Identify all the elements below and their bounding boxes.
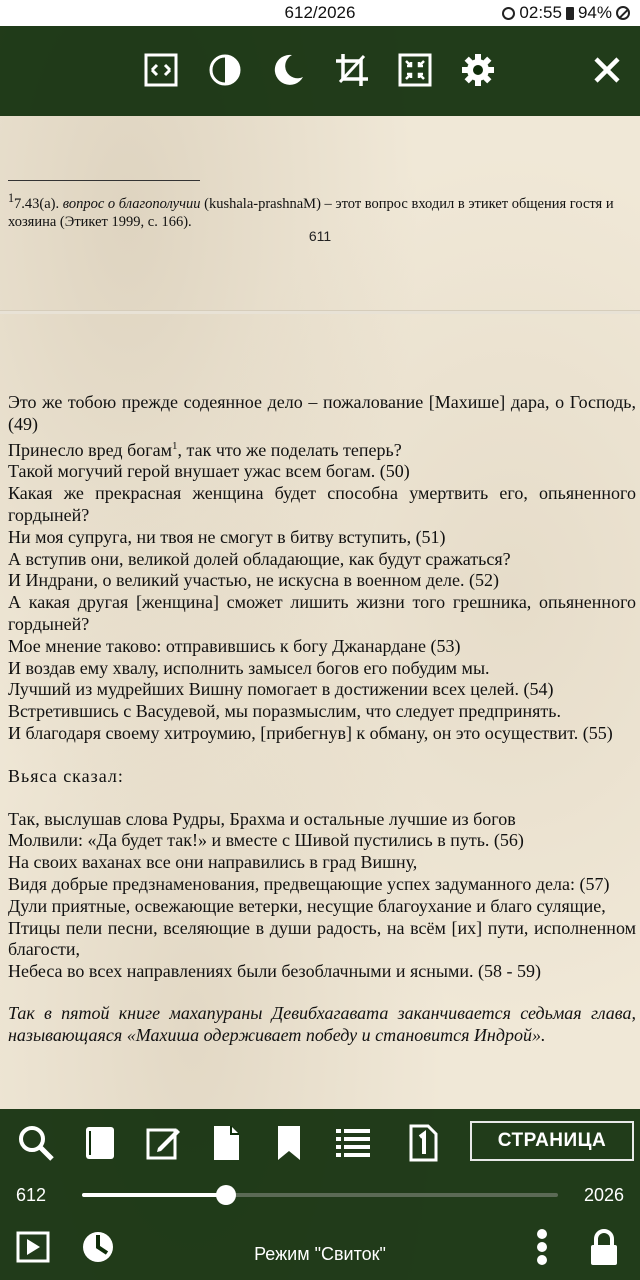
verse-line: И Индрани, о великий участью, не искусна в военном деле. (52) [8, 570, 499, 591]
footnote-sup: 1 [8, 191, 15, 205]
mode-label[interactable]: Режим "Свиток" [254, 1244, 386, 1264]
verse-line: Дули приятные, освежающие ветерки, несущие благоухание и благо сулящие, [8, 895, 606, 916]
total-pages: 2026 [584, 1185, 625, 1205]
verse-line: Это же тобою прежде содеянное дело – пожалование [Махише] дара, о Господь, (49) [8, 392, 636, 434]
search-icon[interactable] [16, 1123, 56, 1163]
bottom-panel [0, 1109, 640, 1280]
footnote-italic: вопрос о благополучии [62, 195, 201, 212]
verse-line: Мое мнение таково: отправившись к богу Джанардане (53) [8, 635, 461, 656]
verse-line: На своих ваханах все они направились в град Вишну, [8, 852, 418, 873]
verse-line: Небеса во всех направлениях были безоблачными и ясными. (58 - 59) [8, 961, 541, 982]
page-icon[interactable] [206, 1123, 246, 1163]
slider-thumb[interactable] [216, 1185, 236, 1205]
clock: 02:55 [519, 3, 562, 22]
do-not-disturb-icon [616, 6, 630, 20]
chapter-closing: Так в пятой книге махапураны Девибхагавата заканчивается седьмая глава, называющаяся «Махиша одерживает победу и становится Индрой». [8, 1002, 636, 1045]
page-number: 611 [308, 228, 332, 244]
night-mode-icon[interactable] [270, 52, 306, 88]
fit-width-icon[interactable] [143, 52, 179, 88]
table-of-contents-icon[interactable] [333, 1123, 373, 1163]
verse-part: , так что же поделать теперь? [177, 439, 402, 460]
footnote-rest: (kushala-prashnaM) – этот вопрос входил в этикет общения гостя и хозяина (Этикет 1999, с. 166). [8, 195, 614, 230]
verse-part: Принесло вред богам [8, 439, 173, 460]
close-icon[interactable] [589, 52, 625, 88]
speaker-line: Вьяса сказал: [8, 765, 124, 786]
page-separator [0, 310, 640, 314]
contrast-icon[interactable] [207, 52, 243, 88]
main-text [8, 392, 636, 1047]
blank-line [8, 745, 636, 766]
verse-line: Птицы пели песни, вселяющие в души радость, на всём [их] пути, исполненном благости, [8, 917, 636, 960]
edit-note-icon[interactable] [143, 1123, 183, 1163]
book-page[interactable] [0, 26, 640, 1280]
battery-level: 94% [577, 3, 612, 22]
footnote [8, 189, 636, 231]
settings-icon[interactable] [460, 52, 496, 88]
footnote-ref: 7.43(а). [14, 195, 60, 212]
verse-line: Видя добрые предзнаменования, предвещающие успех задуманного дела: (57) [8, 873, 610, 894]
verse-line [8, 436, 636, 462]
slider-fill [82, 1193, 226, 1197]
bookmark-icon[interactable] [269, 1123, 309, 1163]
page-button[interactable]: СТРАНИЦА [470, 1121, 634, 1161]
verse-line: Лучший из мудрейших Вишну помогает в достижении всех целей. (54) [8, 679, 554, 700]
page-counter: 612/2026 [284, 3, 356, 22]
blank-line [8, 983, 636, 1003]
blank-line [8, 788, 636, 809]
battery-icon [566, 7, 574, 20]
verse-line: А какая другая [женщина] сможет лишить жизни того грешника, опьяненного гордыней? [8, 592, 636, 634]
top-toolbar [0, 26, 640, 116]
verse-line: И воздав ему хвалу, исполнить замысел богов его побудим мы. [8, 657, 490, 678]
verse-line: Встретившись с Васудевой, мы поразмыслим, что следует предпринять. [8, 701, 561, 722]
footnote-divider [8, 180, 200, 181]
status-right [502, 3, 630, 23]
verse-line: Ни моя супруга, ни твоя не смогут в битву вступить, (51) [8, 526, 446, 547]
more-options-icon[interactable] [524, 1227, 560, 1267]
crop-icon[interactable] [334, 52, 370, 88]
verse-line: Так, выслушав слова Рудры, Брахма и остальные лучшие из богов [8, 808, 516, 829]
current-page: 612 [16, 1185, 47, 1205]
verse-line: А вступив они, великой долей обладающие, как будут сражаться? [8, 548, 511, 569]
fullscreen-exit-icon[interactable] [397, 52, 433, 88]
page-slider[interactable] [82, 1193, 558, 1197]
book-icon[interactable] [80, 1123, 120, 1163]
lock-icon[interactable] [586, 1227, 626, 1267]
alarm-icon [502, 7, 515, 20]
verse-line: Молвили: «Да будет так!» и вместе с Шивой пустились в путь. (56) [8, 830, 524, 851]
footnote-mark: 1 [172, 439, 178, 452]
status-bar [0, 0, 640, 26]
verse-line: Такой могучий герой внушает ужас всем богам. (50) [8, 461, 410, 482]
verse-line: Какая же прекрасная женщина будет способна умертвить его, опьяненного гордыней? [8, 483, 636, 525]
verse-line: И благодаря своему хитроумию, [прибегнув] к обману, он это осуществит. (55) [8, 722, 613, 743]
page-number-icon[interactable] [403, 1123, 443, 1163]
